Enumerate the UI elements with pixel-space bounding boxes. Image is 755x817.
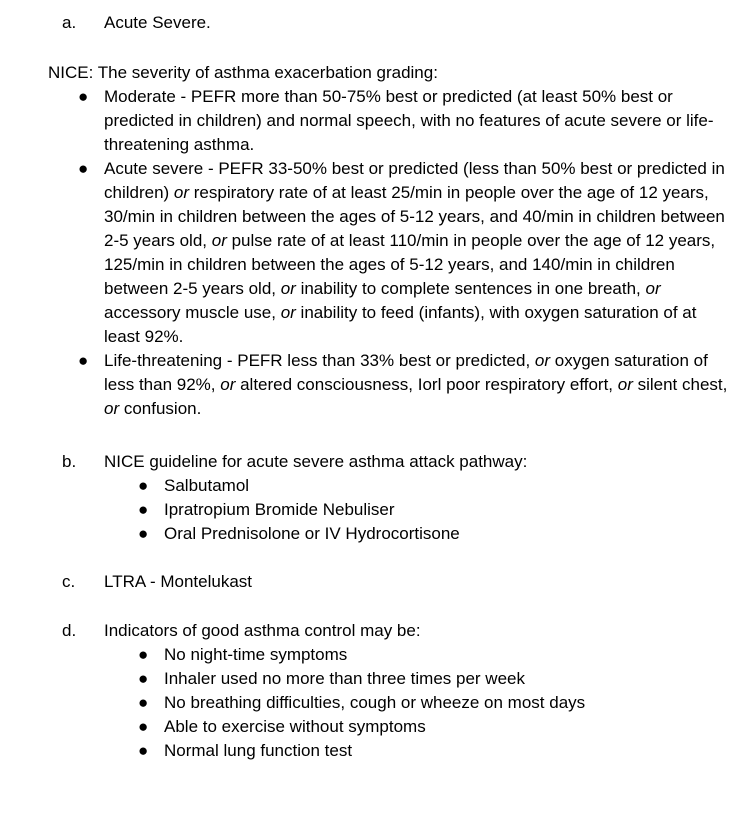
bullet-icon: ● xyxy=(138,741,149,760)
bullet-icon: ● xyxy=(138,524,149,543)
nice-severity-section xyxy=(48,61,736,421)
bullet-icon: ● xyxy=(138,669,149,688)
answer-a-text: Acute Severe. xyxy=(104,13,211,32)
bullet-icon: ● xyxy=(138,476,149,495)
list-item-text: No breathing difficulties, cough or wheeze on most days xyxy=(164,693,586,712)
text-segment: altered consciousness, Iorl poor respiratory effort, xyxy=(235,375,618,394)
italic-text: or xyxy=(617,375,633,394)
answer-c-text: LTRA - Montelukast xyxy=(104,572,253,591)
list-item-text: Oral Prednisolone or IV Hydrocortisone xyxy=(164,524,460,543)
italic-text: or xyxy=(173,183,190,202)
list-item xyxy=(104,498,527,522)
bullet-icon: ● xyxy=(78,87,89,106)
pathway-list xyxy=(104,474,527,546)
control-indicators-list xyxy=(104,643,585,763)
severity-bullet-list xyxy=(48,85,736,421)
bullet-icon: ● xyxy=(78,351,89,370)
italic-text: or xyxy=(645,279,661,298)
text-segment: inability to feed (infants), with oxygen saturation of at least 92%. xyxy=(104,303,697,346)
list-marker-a: a. xyxy=(62,13,77,32)
italic-text: or xyxy=(211,231,227,250)
text-segment: oxygen saturation of less than 92%, xyxy=(104,351,708,394)
answer-d-text: Indicators of good asthma control may be: xyxy=(104,621,421,640)
text-segment: Moderate - PEFR more than 50-75% best or predicted (at least 50% best or predicted in children) and normal speech, with no features of acute severe or life-threatening asthma. xyxy=(104,87,714,154)
text-segment: respiratory rate of at least 25/min in people over the age of 12 years, 30/min in children between the ages of 5-12 years, and 40/min in children between 2-5 years old, xyxy=(104,183,725,250)
list-item xyxy=(104,739,585,763)
text-segment: pulse rate of at least 110/min in people over the age of 12 years, 125/min in children between the ages of 5-12 years, and 140/min in children between 2-5 years old, xyxy=(104,231,716,298)
italic-text: or xyxy=(280,279,296,298)
italic-text: or xyxy=(534,351,551,370)
text-segment: Life-threatening - PEFR less than 33% best or predicted, xyxy=(104,351,535,370)
nice-heading: NICE: The severity of asthma exacerbation grading: xyxy=(48,63,438,82)
text-segment: silent chest, xyxy=(632,375,728,394)
bullet-icon: ● xyxy=(138,500,149,519)
list-item xyxy=(104,715,585,739)
list-item-text: Ipratropium Bromide Nebuliser xyxy=(164,500,395,519)
answer-b-text: NICE guideline for acute severe asthma attack pathway: xyxy=(104,452,528,471)
italic-text: or xyxy=(280,303,296,322)
severity-bullet xyxy=(48,349,736,421)
severity-bullet xyxy=(48,157,736,349)
bullet-icon: ● xyxy=(138,645,149,664)
list-item xyxy=(104,667,585,691)
text-segment: inability to complete sentences in one breath, xyxy=(295,279,646,298)
list-marker-d: d. xyxy=(62,621,77,640)
list-item xyxy=(104,474,527,498)
bullet-icon: ● xyxy=(78,159,89,178)
severity-bullet xyxy=(48,85,736,157)
list-item-text: Inhaler used no more than three times per week xyxy=(164,669,525,688)
list-item-text: Normal lung function test xyxy=(164,741,353,760)
italic-text: or xyxy=(220,375,236,394)
text-segment: Acute severe - PEFR 33-50% best or predicted (less than 50% best or predicted in children) xyxy=(104,159,725,202)
list-item-text: Able to exercise without symptoms xyxy=(164,717,426,736)
bullet-icon: ● xyxy=(138,693,149,712)
bullet-icon: ● xyxy=(138,717,149,736)
italic-text: or xyxy=(104,399,120,418)
list-marker-c: c. xyxy=(62,572,76,591)
list-item-text: No night-time symptoms xyxy=(164,645,348,664)
text-segment: confusion. xyxy=(119,399,202,418)
text-segment: accessory muscle use, xyxy=(104,303,281,322)
list-marker-b: b. xyxy=(62,452,77,471)
list-item xyxy=(104,522,527,546)
list-item xyxy=(104,691,585,715)
list-item xyxy=(104,643,585,667)
list-item-text: Salbutamol xyxy=(164,476,250,495)
